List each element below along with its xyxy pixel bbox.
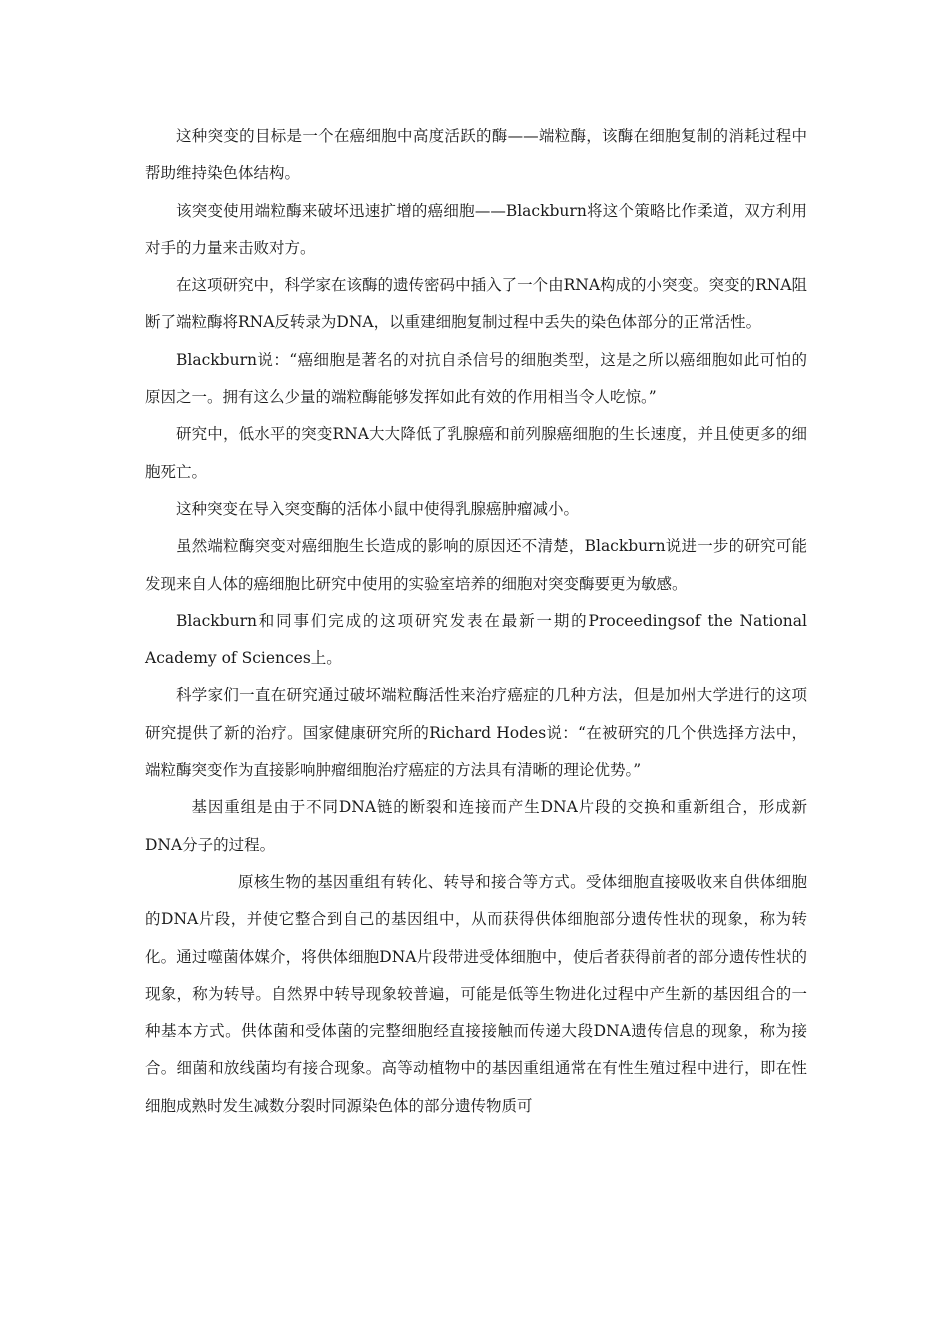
paragraph-prokaryote-recombination: 原核生物的基因重组有转化、转导和接合等方式。受体细胞直接吸收来自供体细胞的DNA片段，并使它整合到自己的基因组中，从而获得供体细胞部分遗传性状的现象，称为转化。通过噬菌体媒介，将供体细胞DNA片段带进受体细胞中，使后者获得前者的部分遗传性状的现象，称为转导。自然界中转导现象较普遍，可能是低等生物进化过程中产生新的基因组合的一种基本方式。供体菌和受体菌的完整细胞经直接接触而传递大段DNA遗传信息的现象，称为接合。细菌和放线菌均有接合现象。高等动植物中的基因重组通常在有性生殖过程中进行，即在性细胞成熟时发生减数分裂时同源染色体的部分遗传物质可	[145, 872, 807, 1115]
paragraph-judo-strategy: 该突变使用端粒酶来破坏迅速扩增的癌细胞——Blackburn将这个策略比作柔道，双方利用对手的力量来击败对方。	[145, 201, 807, 257]
paragraph-publication: Blackburn和同事们完成的这项研究发表在最新一期的Proceedingsof the National Academy of Sciences上。	[145, 611, 807, 668]
paragraph-gene-recombination: 基因重组是由于不同DNA链的断裂和连接而产生DNA片段的交换和重新组合，形成新DNA分子的过程。	[145, 798, 807, 854]
paragraph-hodes-quote: 科学家们一直在研究通过破坏端粒酶活性来治疗癌症的几种方法，但是加州大学进行的这项研究提供了新的治疗。国家健康研究所的Richard Hodes说：“在被研究的几个供选择方法中，端粒酶突变作为直接影响肿瘤细胞治疗癌症的方法具有清晰的理论优势。”	[145, 686, 807, 780]
paragraph-growth-reduction: 研究中，低水平的突变RNA大大降低了乳腺癌和前列腺癌细胞的生长速度，并且使更多的细胞死亡。	[145, 425, 807, 481]
paragraph-rna-mutation: 在这项研究中，科学家在该酶的遗传密码中插入了一个由RNA构成的小突变。突变的RNA阻断了端粒酶将RNA反转录为DNA，以重建细胞复制过程中丢失的染色体部分的正常活性。	[145, 276, 807, 332]
paragraph-blackburn-quote: Blackburn说：“癌细胞是著名的对抗自杀信号的细胞类型，这是之所以癌细胞如此可怕的原因之一。拥有这么少量的端粒酶能够发挥如此有效的作用相当令人吃惊。”	[145, 350, 807, 407]
paragraph-further-research: 虽然端粒酶突变对癌细胞生长造成的影响的原因还不清楚，Blackburn说进一步的研究可能发现来自人体的癌细胞比研究中使用的实验室培养的细胞对突变酶要更为敏感。	[145, 537, 807, 593]
paragraph-telomerase-target: 这种突变的目标是一个在癌细胞中高度活跃的酶——端粒酶，该酶在细胞复制的消耗过程中帮助维持染色体结构。	[145, 127, 807, 183]
document-body	[145, 118, 807, 1125]
paragraph-mouse-tumor: 这种突变在导入突变酶的活体小鼠中使得乳腺癌肿瘤减小。	[176, 499, 580, 518]
